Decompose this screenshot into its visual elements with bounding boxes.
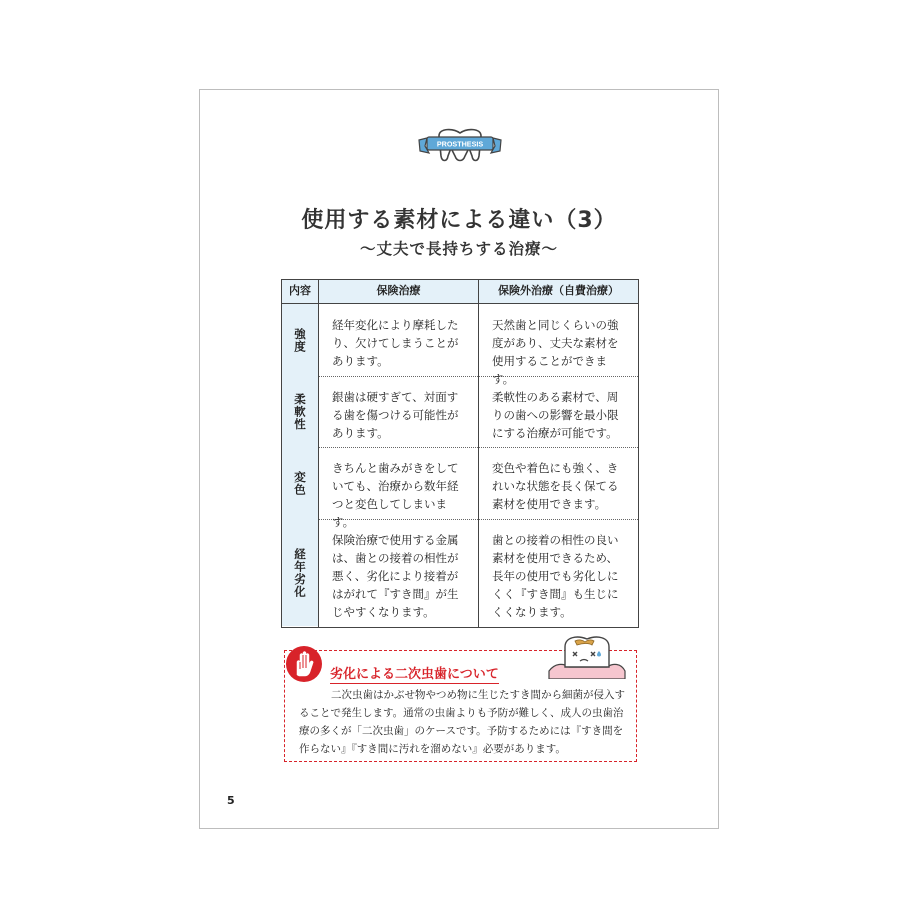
uninsured-cell: 変色や着色にも強く、きれいな状態を長く保てる素材を使用できます。 [492, 461, 619, 511]
info-box [284, 650, 637, 762]
info-body: 二次虫歯はかぶせ物やつめ物に生じたすき間から細菌が侵入することで発生します。通常の虫歯よりも予防が難しく、成人の虫歯治療の多くが「二次虫歯」のケースです。予防するためには『すき間を作らない』『すき間に汚れを溜めない』必要があります。 [299, 689, 625, 755]
header-content: 内容 [289, 284, 311, 297]
sick-tooth-mascot [547, 633, 627, 679]
column-divider [478, 280, 479, 627]
insured-cell: 保険治療で使用する金属は、歯との接着の相性が悪く、劣化により接着がはがれて『すき間』が生じやすくなります。 [332, 533, 459, 619]
uninsured-cell: 天然歯と同じくらいの強度があり、丈夫な素材を使用することができます。 [492, 318, 619, 386]
page-title: 使用する素材による違い（3） [301, 208, 617, 233]
insured-cell: 経年変化により摩耗したり、欠けてしまうことがあります。 [332, 318, 459, 368]
header-uninsured: 保険外治療（自費治療） [498, 284, 619, 297]
info-title: 劣化による二次虫歯について [330, 663, 499, 684]
row-label: 強度 [282, 304, 318, 376]
stop-hand-icon [285, 645, 323, 683]
tooth-banner-icon [417, 126, 503, 166]
document-page [199, 89, 719, 829]
table-row [282, 447, 638, 529]
column-divider [318, 280, 319, 627]
insured-cell: きちんと歯みがきをしていても、治療から数年経つと変色してしまいます。 [332, 461, 459, 529]
logo-text: PROSTHESIS [436, 139, 484, 149]
page-subtitle: ～丈夫で長持ちする治療～ [359, 240, 558, 258]
row-label: 経年劣化 [282, 519, 318, 626]
row-label: 柔軟性 [282, 376, 318, 447]
table-header [282, 280, 638, 304]
insured-cell: 銀歯は硬すぎて、対面する歯を傷つける可能性があります。 [332, 390, 459, 440]
table-row [282, 519, 638, 626]
table-row [282, 376, 638, 448]
page-number: 5 [227, 794, 235, 807]
uninsured-cell: 柔軟性のある素材で、周りの歯への影響を最小限にする治療が可能です。 [492, 390, 619, 440]
comparison-table [281, 279, 639, 628]
header-insured: 保険治療 [376, 284, 421, 297]
uninsured-cell: 歯との接着の相性の良い素材を使用できるため、長年の使用でも劣化しにくく『すき間』も生じにくくなります。 [492, 533, 619, 619]
table-row [282, 304, 638, 386]
row-label: 変色 [282, 447, 318, 519]
